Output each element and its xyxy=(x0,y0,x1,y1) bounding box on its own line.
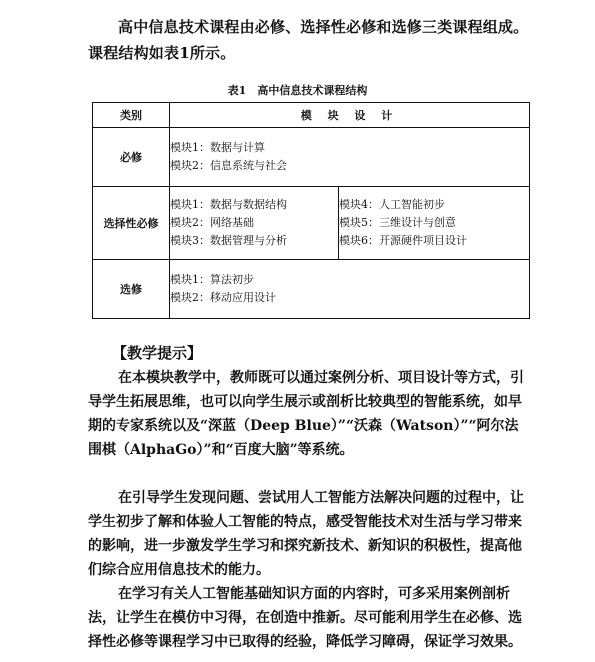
table-caption: 表1 高中信息技术课程结构 xyxy=(227,84,368,97)
hint-paragraph: 在本模块教学中，教师既可以通过案例分析、项目设计等方式，引导学生拓展思维，也可以向学生展示或剖析比较典型的智能系统，如早期的专家系统以及“深蓝（Deep Blue）”“沃森（Watson）”“阿尔法围棋（AlphaGo）”和“百度大脑”等系统。 xyxy=(88,370,524,458)
module-item: 模块2：信息系统与社会 xyxy=(170,159,287,172)
modules-cell-left xyxy=(170,187,339,260)
category-cell: 必修 xyxy=(93,128,170,187)
module-item: 模块2：移动应用设计 xyxy=(170,291,276,304)
module-item: 模块4：人工智能初步 xyxy=(339,198,445,211)
intro-paragraph: 高中信息技术课程由必修、选择性必修和选修三类课程组成。课程结构如表1所示。 xyxy=(88,18,529,62)
module-item: 模块6：开源硬件项目设计 xyxy=(339,234,467,247)
module-item: 模块3：数据管理与分析 xyxy=(170,234,287,247)
course-structure-table xyxy=(92,102,530,319)
table-row xyxy=(93,260,530,319)
header-module-design: 模 块 设 计 xyxy=(170,103,530,128)
teaching-hints-title: 【教学提示】 xyxy=(112,344,203,362)
module-item: 模块5：三维设计与创意 xyxy=(339,216,456,229)
module-item: 模块1：数据与计算 xyxy=(170,141,265,154)
modules-cell xyxy=(170,128,530,187)
module-item: 模块2：网络基础 xyxy=(170,216,254,229)
table-row xyxy=(93,187,530,260)
modules-cell xyxy=(170,260,530,319)
hint-paragraph: 在学习有关人工智能基础知识方面的内容时，可多采用案例剖析法，让学生在模仿中习得，在创造中推新。尽可能利用学生在必修、选择性必修等课程学习中已取得的经验，降低学习障碍，保证学习效果。 xyxy=(88,586,522,650)
module-item: 模块1：算法初步 xyxy=(170,273,254,286)
header-category: 类别 xyxy=(93,103,170,128)
category-cell: 选择性必修 xyxy=(93,187,170,260)
module-item: 模块1：数据与数据结构 xyxy=(170,198,287,211)
modules-cell-right xyxy=(339,187,530,260)
table-row xyxy=(93,128,530,187)
hint-paragraph: 在引导学生发现问题、尝试用人工智能方法解决问题的过程中，让学生初步了解和体验人工智能的特点，感受智能技术对生活与学习带来的影响，进一步激发学生学习和探究新技术、新知识的积极性，提高他们综合应用信息技术的能力。 xyxy=(88,490,524,578)
category-cell: 选修 xyxy=(93,260,170,319)
table-header-row xyxy=(93,103,530,128)
